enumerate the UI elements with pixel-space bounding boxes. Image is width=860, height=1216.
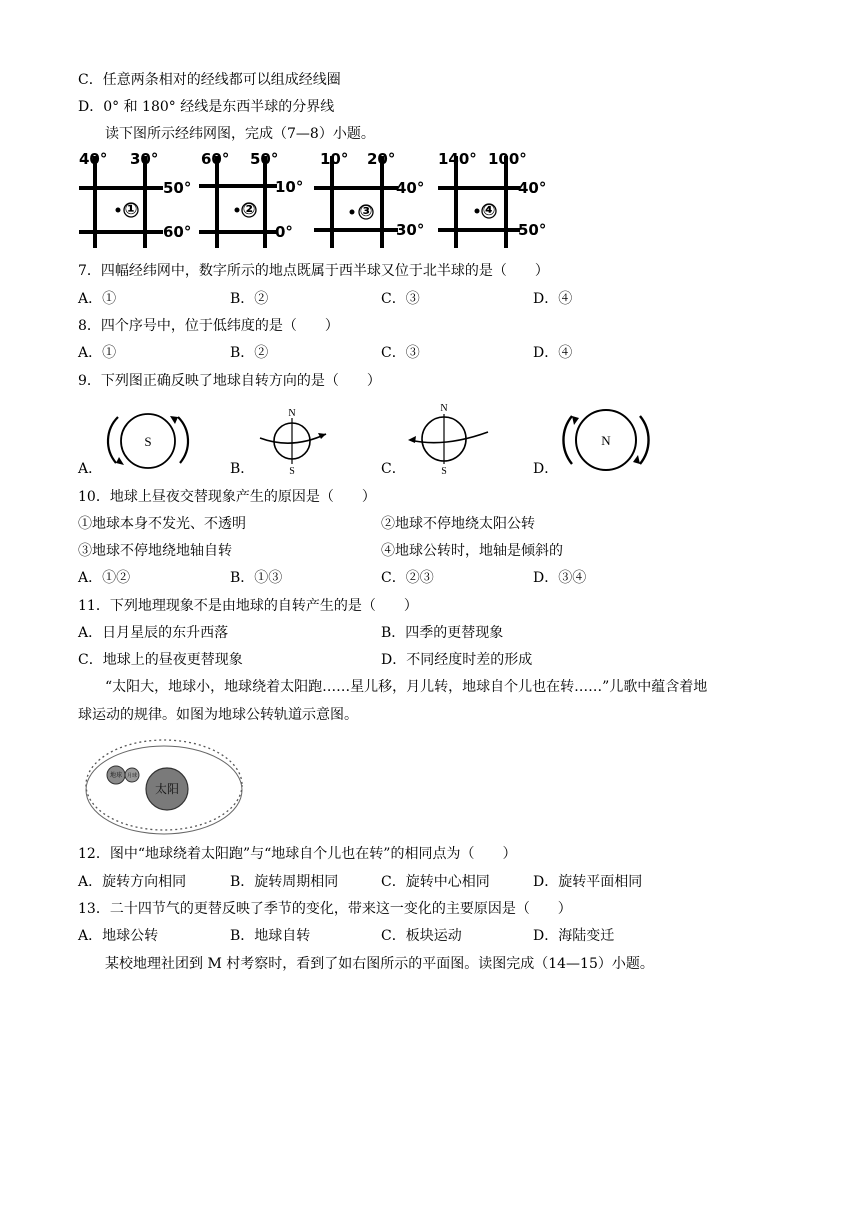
q12-option-b: B．旋转周期相同 — [230, 874, 339, 890]
grid-3-lat-top: 40° — [396, 179, 425, 197]
q9-option-b: B． — [230, 461, 255, 477]
grid-2-marker: ② — [242, 200, 256, 218]
q12-stem: 12．图中“地球绕着太阳跑”与“地球自个儿也在转”的相同点为（ ） — [78, 846, 517, 862]
moon-label: 月球 — [126, 773, 138, 779]
q10-option-b: B．①③ — [230, 570, 283, 586]
q12-option-d: D．旋转平面相同 — [533, 874, 643, 890]
q8-stem: 8．四个序号中，位于低纬度的是（ ） — [78, 318, 339, 334]
q13-stem: 13．二十四节气的更替反映了季节的变化，带来这一变化的主要原因是（ ） — [78, 901, 572, 917]
q11-option-c: C．地球上的昼夜更替现象 — [78, 652, 243, 668]
grid-3-marker: ③ — [359, 202, 373, 220]
q9-option-c: C． — [381, 461, 406, 477]
rotation-c-south: S — [441, 466, 447, 476]
q10-stem: 10．地球上昼夜交替现象产生的原因是（ ） — [78, 489, 376, 505]
grid-4-lat-top: 40° — [518, 179, 547, 197]
grid-4-marker: ④ — [482, 201, 496, 219]
grid-3-lon-right: 20° — [367, 150, 396, 168]
earth-orbit-figure — [76, 730, 246, 836]
grid-4-lon-right: 100° — [488, 150, 527, 168]
rotation-figure-c — [398, 400, 498, 476]
intro-14-15: 某校地理社团到 M 村考察时，看到了如右图所示的平面图。读图完成（14—15）小题。 — [105, 956, 654, 972]
q7-option-b: B．② — [230, 291, 269, 307]
latlon-grid-2 — [195, 150, 315, 250]
q13-option-b: B．地球自转 — [230, 928, 311, 944]
grid-2-lat-bottom: 0° — [275, 223, 293, 241]
grid-4-lat-bottom: 50° — [518, 221, 547, 239]
q7-option-d: D．④ — [533, 291, 573, 307]
q11-option-d: D．不同经度时差的形成 — [381, 652, 533, 668]
q12-option-a: A．旋转方向相同 — [78, 874, 187, 890]
latlon-grid-1 — [75, 150, 195, 250]
grid-1-marker: ① — [124, 200, 138, 218]
grid-2-lat-top: 10° — [275, 178, 304, 196]
q7-option-c: C．③ — [381, 291, 420, 307]
earth-label: 地球 — [109, 773, 123, 779]
grid-3-lon-left: 10° — [320, 150, 349, 168]
rotation-figure-b — [252, 404, 342, 476]
passage-line-1: “太阳大，地球小，地球绕着太阳跑……星儿移，月儿转，地球自个儿也在转……”儿歌中蕴含着地 — [105, 679, 708, 695]
passage-line-2: 球运动的规律。如图为地球公转轨道示意图。 — [78, 707, 358, 723]
q11-option-b: B．四季的更替现象 — [381, 625, 504, 641]
latlon-grid-4 — [432, 150, 557, 250]
q8-option-a: A．① — [78, 345, 117, 361]
q11-option-a: A．日月星辰的东升西落 — [78, 625, 229, 641]
rotation-b-south: S — [289, 466, 295, 476]
latlon-grid-3 — [312, 150, 432, 250]
q7-stem: 7．四幅经纬网中，数字所示的地点既属于西半球又位于北半球的是（ ） — [78, 263, 549, 279]
rotation-a-label: S — [144, 434, 152, 449]
q7-option-a: A．① — [78, 291, 117, 307]
q9-stem: 9．下列图正确反映了地球自转方向的是（ ） — [78, 373, 381, 389]
q10-statement-2: ②地球不停地绕太阳公转 — [381, 516, 535, 532]
grid-1-lon-right: 30° — [130, 150, 159, 168]
grid-2-lon-right: 50° — [250, 150, 279, 168]
q10-statement-3: ③地球不停地绕地轴自转 — [78, 543, 232, 559]
q10-option-c: C．②③ — [381, 570, 434, 586]
q9-option-d: D． — [533, 461, 559, 477]
grid-4-lon-left: 140° — [438, 150, 477, 168]
grid-1-lon-left: 40° — [79, 150, 108, 168]
q8-option-b: B．② — [230, 345, 269, 361]
sun-label: 太阳 — [154, 782, 180, 796]
q11-stem: 11．下列地理现象不是由地球的自转产生的是（ ） — [78, 598, 418, 614]
grid-1-lat-top: 50° — [163, 179, 192, 197]
q10-statement-4: ④地球公转时，地轴是倾斜的 — [381, 543, 563, 559]
option-c-text: C．任意两条相对的经线都可以组成经线圈 — [78, 72, 341, 88]
q8-option-c: C．③ — [381, 345, 420, 361]
option-d-text: D．0° 和 180° 经线是东西半球的分界线 — [78, 99, 335, 115]
q10-option-d: D．③④ — [533, 570, 587, 586]
rotation-b-north: N — [288, 408, 296, 419]
grid-2-lon-left: 60° — [201, 150, 230, 168]
rotation-figure-d — [558, 402, 654, 478]
intro-7-8: 读下图所示经纬网图，完成（7—8）小题。 — [105, 126, 375, 142]
q8-option-d: D．④ — [533, 345, 573, 361]
q10-statement-1: ①地球本身不发光、不透明 — [78, 516, 246, 532]
grid-3-lat-bottom: 30° — [396, 221, 425, 239]
q9-option-a: A． — [78, 461, 103, 477]
q12-option-c: C．旋转中心相同 — [381, 874, 490, 890]
q13-option-c: C．板块运动 — [381, 928, 462, 944]
rotation-figure-a — [102, 405, 192, 477]
q13-option-a: A．地球公转 — [78, 928, 159, 944]
grid-1-lat-bottom: 60° — [163, 223, 192, 241]
q13-option-d: D．海陆变迁 — [533, 928, 615, 944]
rotation-d-label: N — [601, 433, 611, 448]
q10-option-a: A．①② — [78, 570, 131, 586]
rotation-c-north: N — [440, 403, 448, 414]
